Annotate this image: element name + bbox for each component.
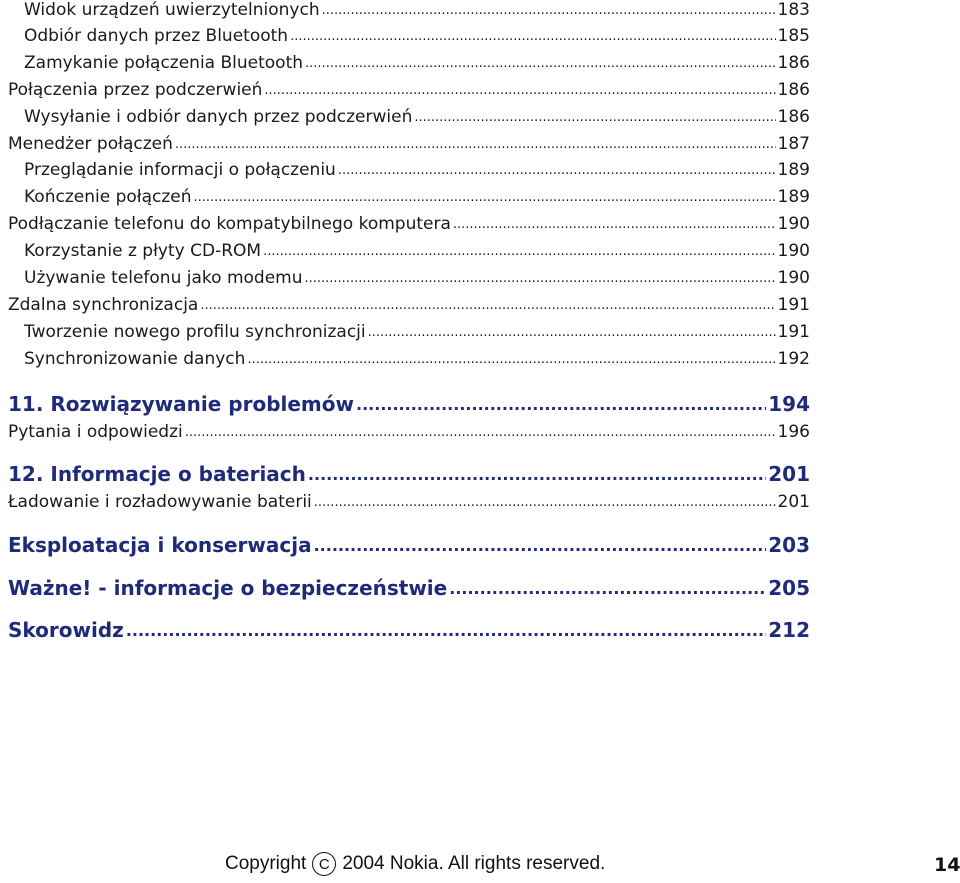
copyright-text: 2004 Nokia. All rights reserved. — [342, 853, 606, 874]
toc-entry[interactable] — [24, 349, 810, 369]
toc-leader-dots — [194, 186, 776, 206]
toc-leader-dots — [126, 617, 766, 641]
toc-leader-dots — [305, 52, 776, 72]
toc-entry-page: 189 — [777, 187, 810, 207]
copyright-icon: C — [312, 852, 336, 876]
toc-leader-dots — [290, 25, 775, 45]
toc-entry[interactable] — [24, 322, 810, 342]
toc-entry-title: Widok urządzeń uwierzytelnionych — [24, 0, 320, 20]
toc-entry-page: 186 — [777, 107, 810, 127]
page-number: 14 — [934, 854, 960, 876]
toc-entry[interactable] — [24, 26, 810, 46]
toc-chapter-entry[interactable] — [8, 533, 810, 557]
toc-leader-dots — [308, 461, 766, 485]
toc-entry-page: 201 — [777, 492, 810, 512]
toc-entry[interactable] — [24, 187, 810, 207]
toc-entry-page: 186 — [777, 53, 810, 73]
toc-entry-page: 187 — [777, 134, 810, 154]
toc-entry-page: 212 — [768, 618, 810, 642]
toc-leader-dots — [314, 532, 767, 556]
toc-chapter-entry[interactable] — [8, 462, 810, 486]
toc-entry[interactable] — [24, 0, 810, 20]
toc-entry-title: Synchronizowanie danych — [24, 349, 246, 369]
toc-entry[interactable] — [8, 422, 810, 442]
toc-entry-title: Korzystanie z płyty CD-ROM — [24, 241, 262, 261]
toc-entry-title: Zdalna synchronizacja — [8, 295, 199, 315]
toc-leader-dots — [200, 294, 775, 314]
toc-leader-dots — [322, 0, 776, 19]
toc-chapter-entry[interactable] — [8, 392, 810, 416]
toc-entry[interactable] — [24, 268, 810, 288]
toc-entry-title: 12. Informacje o bateriach — [8, 462, 306, 486]
toc-entry-page: 191 — [777, 322, 810, 342]
footer-copyright — [225, 852, 605, 876]
toc-entry-page: 201 — [768, 462, 810, 486]
toc-leader-dots — [175, 133, 776, 153]
toc-leader-dots — [368, 321, 776, 341]
copyright-prefix: Copyright — [225, 853, 307, 874]
toc-entry[interactable] — [8, 492, 810, 512]
toc-entry[interactable] — [8, 134, 810, 154]
toc-entry-page: 183 — [777, 0, 810, 20]
toc-entry-title: Wysyłanie i odbiór danych przez podczerwień — [24, 107, 413, 127]
toc-entry-title: Podłączanie telefonu do kompatybilnego komputera — [8, 214, 451, 234]
toc-entry-title: Przeglądanie informacji o połączeniu — [24, 160, 336, 180]
toc-entry-title: 11. Rozwiązywanie problemów — [8, 392, 354, 416]
toc-entry-page: 192 — [777, 349, 810, 369]
toc-entry-page: 189 — [777, 160, 810, 180]
toc-entry[interactable] — [8, 295, 810, 315]
toc-entry[interactable] — [8, 214, 810, 234]
toc-chapter-entry[interactable] — [8, 576, 810, 600]
toc-entry-title: Zamykanie połączenia Bluetooth — [24, 53, 304, 73]
toc-entry-title: Ważne! - informacje o bezpieczeństwie — [8, 576, 448, 600]
toc-chapter-entry[interactable] — [8, 618, 810, 642]
toc-entry[interactable] — [8, 80, 810, 100]
toc-entry[interactable] — [24, 53, 810, 73]
toc-entry[interactable] — [24, 241, 810, 261]
toc-entry-page: 190 — [777, 214, 810, 234]
toc-entry-page: 203 — [768, 533, 810, 557]
toc-entry-title: Kończenie połączeń — [24, 187, 192, 207]
toc-entry-title: Ładowanie i rozładowywanie baterii — [8, 492, 312, 512]
toc-entry-page: 191 — [777, 295, 810, 315]
toc-leader-dots — [304, 267, 775, 287]
toc-leader-dots — [453, 213, 776, 233]
toc-entry-title: Menedżer połączeń — [8, 134, 173, 154]
toc-leader-dots — [264, 79, 775, 99]
toc-entry-page: 190 — [777, 241, 810, 261]
toc-entry-page: 205 — [768, 576, 810, 600]
toc-entry-title: Eksploatacja i konserwacja — [8, 533, 312, 557]
toc-entry-page: 186 — [777, 80, 810, 100]
toc-entry[interactable] — [24, 107, 810, 127]
toc-leader-dots — [449, 575, 766, 599]
toc-leader-dots — [247, 348, 775, 368]
toc-leader-dots — [338, 159, 776, 179]
toc-entry-page: 196 — [777, 422, 810, 442]
toc-leader-dots — [414, 106, 775, 126]
toc-leader-dots — [314, 491, 776, 511]
toc-leader-dots — [356, 391, 766, 415]
toc-entry-page: 194 — [768, 392, 810, 416]
toc-entry-title: Połączenia przez podczerwień — [8, 80, 263, 100]
toc-entry-title: Tworzenie nowego profilu synchronizacji — [24, 322, 366, 342]
toc-entry-title: Odbiór danych przez Bluetooth — [24, 26, 289, 46]
toc-entry-title: Skorowidz — [8, 618, 124, 642]
toc-leader-dots — [185, 421, 776, 441]
toc-entry-title: Pytania i odpowiedzi — [8, 422, 183, 442]
toc-leader-dots — [263, 240, 775, 260]
toc-entry[interactable] — [24, 160, 810, 180]
toc-entry-title: Używanie telefonu jako modemu — [24, 268, 303, 288]
toc-entry-page: 185 — [777, 26, 810, 46]
toc-entry-page: 190 — [777, 268, 810, 288]
